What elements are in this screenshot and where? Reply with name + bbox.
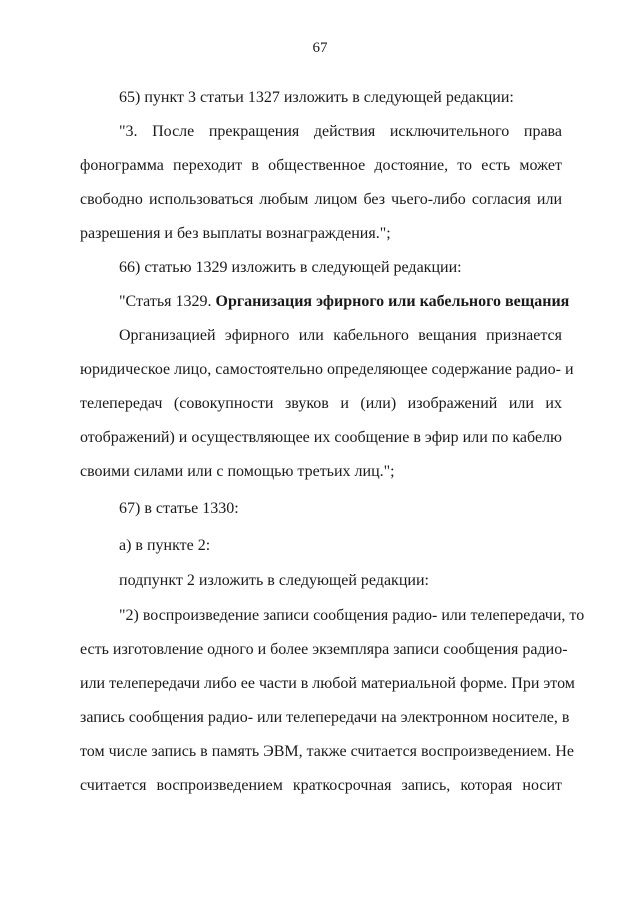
paragraph-line: "2) воспроизведение записи сообщения радио- или телепередачи, то <box>119 607 585 624</box>
page-number: 67 <box>312 40 328 56</box>
article-heading-line <box>119 292 570 312</box>
paragraph-line: есть изготовление одного и более экземпляра записи сообщения радио- <box>80 641 568 658</box>
paragraph-line: или телепередачи либо ее части в любой материальной форме. При этом <box>80 675 575 692</box>
paragraph-line: 67) в статье 1330: <box>119 500 239 517</box>
paragraph-line: свободно использоваться любым лицом без чьего-либо согласия или <box>80 191 562 208</box>
paragraph-line: 65) пункт 3 статьи 1327 изложить в следующей редакции: <box>119 89 514 106</box>
article-title: Организация эфирного или кабельного вещания <box>215 293 570 310</box>
paragraph-line: фонограмма переходит в общественное достояние, то есть может <box>80 157 562 174</box>
paragraph-line: юридическое лицо, самостоятельно определяющее содержание радио- и <box>80 361 574 378</box>
paragraph-line: считается воспроизведением краткосрочная запись, которая носит <box>80 777 562 794</box>
paragraph-line: а) в пункте 2: <box>119 537 211 554</box>
article-number: "Статья 1329. <box>119 293 216 310</box>
paragraph-line: Организацией эфирного или кабельного вещания признается <box>119 327 562 344</box>
paragraph-line: запись сообщения радио- или телепередачи на электронном носителе, в <box>80 709 570 726</box>
paragraph-line: том числе запись в память ЭВМ, также считается воспроизведением. Не <box>80 743 575 760</box>
paragraph-line: отображений) и осуществляющее их сообщение в эфир или по кабелю <box>80 429 562 446</box>
paragraph-line: своими силами или с помощью третьих лиц."; <box>80 463 395 480</box>
paragraph-line: телепередач (совокупности звуков и (или) изображений или их <box>80 395 562 412</box>
paragraph-line: разрешения и без выплаты вознаграждения."; <box>80 225 391 242</box>
paragraph-line: 66) статью 1329 изложить в следующей редакции: <box>119 259 462 276</box>
paragraph-line: "3. После прекращения действия исключительного права <box>119 123 562 140</box>
paragraph-line: подпункт 2 изложить в следующей редакции: <box>119 572 429 589</box>
